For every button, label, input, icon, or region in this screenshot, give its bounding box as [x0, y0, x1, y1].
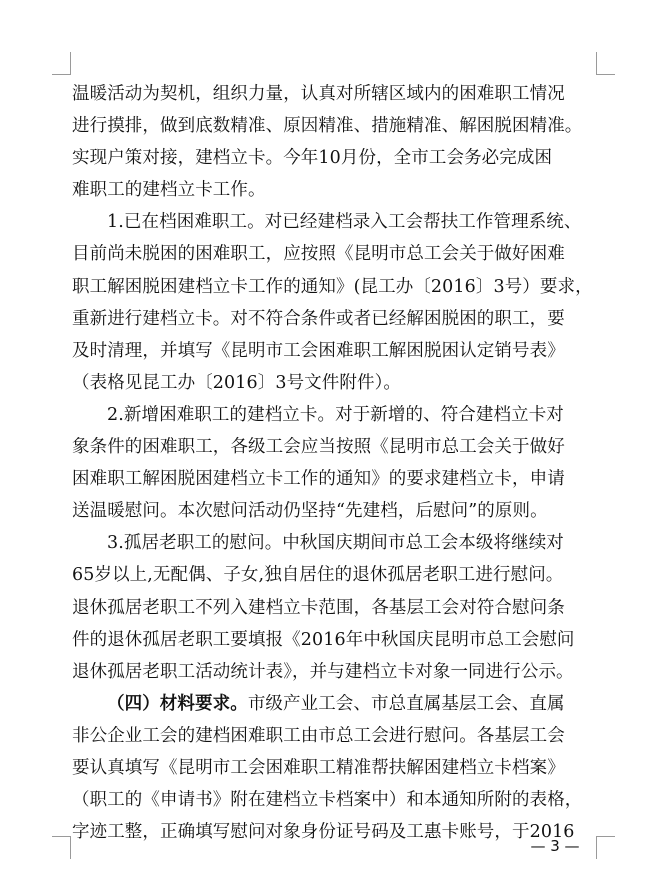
- crop-mark-bottom-left: [52, 836, 71, 859]
- crop-mark-bottom-right: [596, 836, 615, 859]
- crop-mark-top-left: [52, 52, 71, 75]
- text-line: 1.已在档困难职工。对已经建档录入工会帮扶工作管理系统、: [107, 212, 582, 233]
- text-line: 件的退休孤居老职工要填报《2016年中秋国庆昆明市总工会慰问: [72, 629, 575, 650]
- text-line: 字迹工整，正确填写慰问对象身份证号码及工惠卡账号，于2016: [72, 822, 575, 843]
- section-four-heading: （四）材料要求。: [107, 693, 248, 714]
- text-line: 职工解困脱困建档立卡工作的通知》(昆工办〔2016〕3号）要求，: [72, 276, 593, 297]
- text-line: 要认真填写《昆明市工会困难职工精准帮扶解困建档立卡档案》: [72, 757, 565, 778]
- text-line: （表格见昆工办〔2016〕3号文件附件）。: [72, 372, 402, 393]
- text-line: 象条件的困难职工，各级工会应当按照《昆明市总工会关于做好: [72, 437, 565, 458]
- text-line: 重新进行建档立卡。对不符合条件或者已经解困脱困的职工，要: [72, 308, 565, 329]
- text-line: 目前尚未脱困的困难职工，应按照《昆明市总工会关于做好困难: [72, 244, 565, 265]
- text-line: 进行摸排，做到底数精准、原因精准、措施精准、解困脱困精准。: [72, 116, 583, 137]
- section-four-line: [72, 688, 598, 720]
- text-line: 困难职工解困脱困建档立卡工作的通知》的要求建档立卡，申请: [72, 469, 565, 490]
- text-line: 及时清理，并填写《昆明市工会困难职工解困脱困认定销号表》: [72, 340, 565, 361]
- text-line: 送温暖慰问。本次慰问活动仍坚持“先建档，后慰问”的原则。: [72, 501, 548, 522]
- text-line: 3.孤居老职工的慰问。中秋国庆期间市总工会本级将继续对: [107, 533, 564, 554]
- crop-mark-top-right: [596, 52, 615, 75]
- text-line: （职工的《申请书》附在建档立卡档案中）和本通知所附的表格，: [72, 790, 583, 811]
- text-line: 温暖活动为契机，组织力量，认真对所辖区域内的困难职工情况: [72, 84, 565, 104]
- text-line: 2.新增困难职工的建档立卡。对于新增的、符合建档立卡对: [107, 404, 564, 425]
- text-line: 65岁以上,无配偶、子女,独自居住的退休孤居老职工进行慰问。: [72, 565, 564, 586]
- text-line: 难职工的建档立卡工作。: [72, 180, 266, 201]
- page-number: — 3 —: [530, 837, 580, 855]
- section-four-text: 市级产业工会、市总直属基层工会、直属: [247, 693, 565, 714]
- text-line: 非公企业工会的建档困难职工由市总工会进行慰问。各基层工会: [72, 725, 565, 746]
- text-line: 退休孤居老职工不列入建档立卡范围，各基层工会对符合慰问条: [72, 597, 565, 618]
- body-text: [72, 78, 598, 848]
- text-line: 实现户策对接，建档立卡。今年10月份，全市工会务必完成困: [72, 148, 553, 169]
- text-line: 退休孤居老职工活动统计表》，并与建档立卡对象一同进行公示。: [72, 661, 574, 682]
